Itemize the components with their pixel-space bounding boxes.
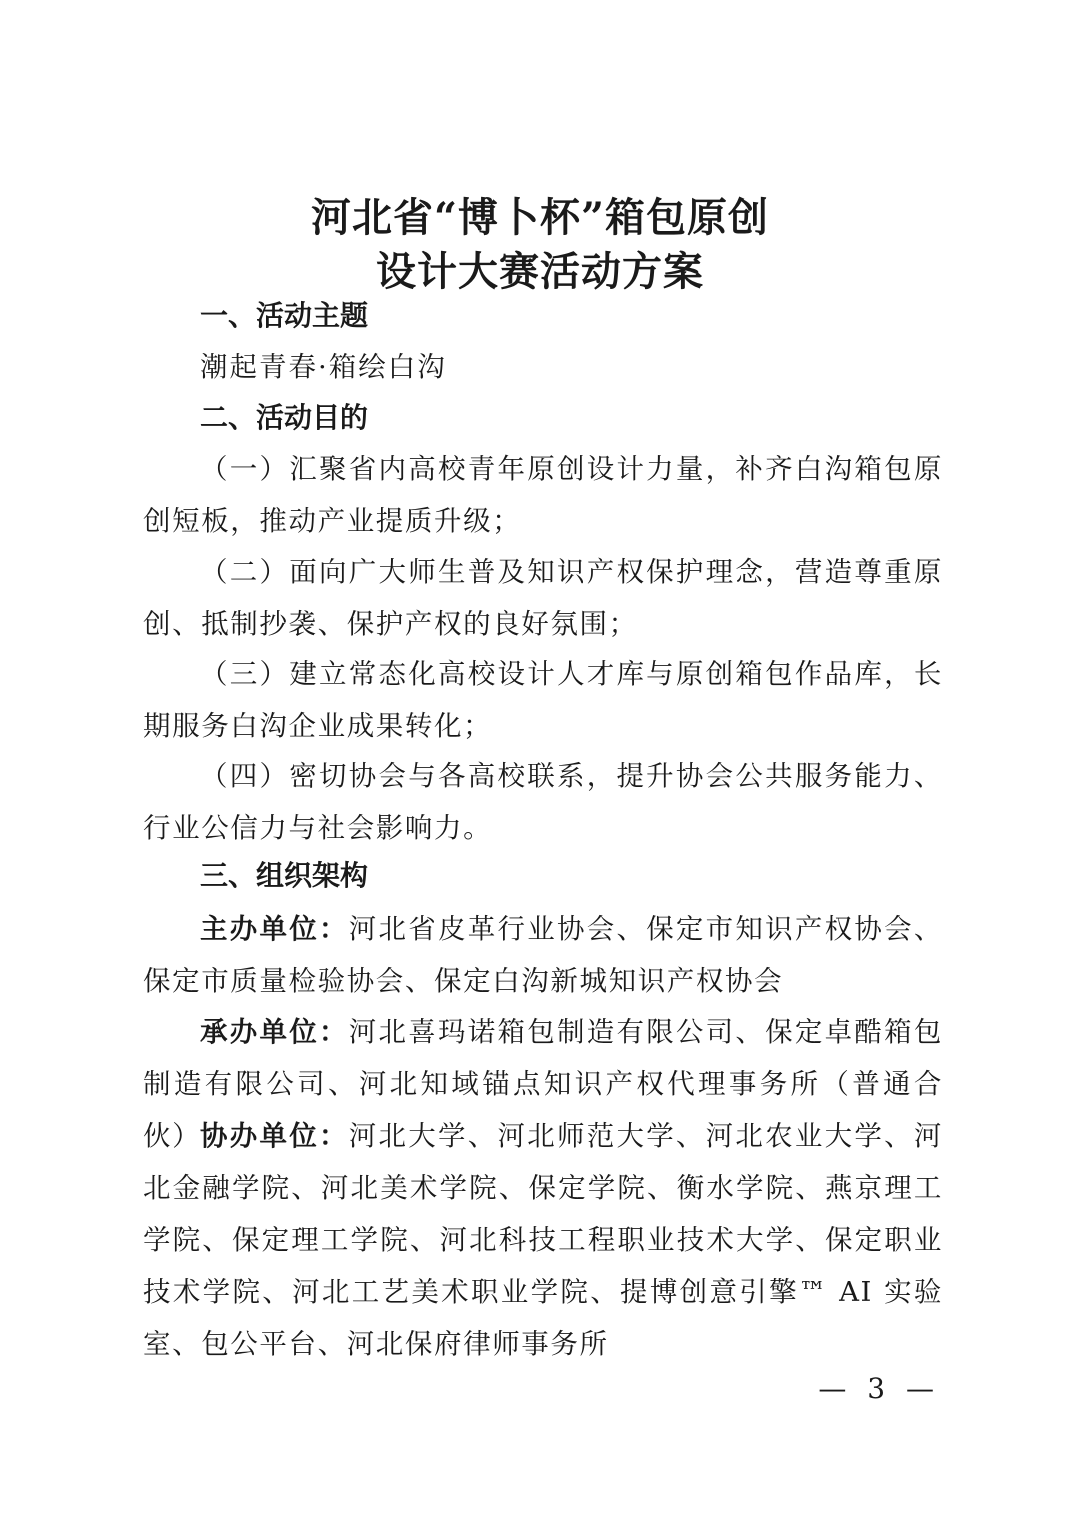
organizer-label: 承办单位： (200, 1016, 349, 1048)
page-number: — 3 — (818, 1372, 940, 1405)
purpose-item-4: （四）密切协会与各高校联系，提升协会公共服务能力、行业公信力与社会影响力。 (143, 760, 943, 844)
theme-text: 潮起青春·箱绘白沟 (200, 351, 447, 383)
purpose-item-1: （一）汇聚省内高校青年原创设计力量，补齐白沟箱包原创短板，推动产业提质升级； (143, 453, 943, 537)
co-organizer-label: 协办单位： (200, 1120, 349, 1152)
organizer-text: 河北喜玛诺箱包制造有限公司、保定卓酷箱包制造有限公司、河北知域锚点知识产权代理事务所（普通合伙） (143, 1016, 944, 1152)
co-organizer-text: 河北大学、河北师范大学、河北农业大学、河北金融学院、河北美术学院、保定学院、衡水学院、燕京理工学院、保定理工学院、河北科技工程职业技术大学、保定职业技术学院、河北工艺美术职业学院、提博创意引擎™ AI 实验室、包公平台、河北保府律师事务所 (143, 1120, 944, 1360)
document-title-line2: 设计大赛活动方案 (376, 248, 704, 295)
co-organizer-paragraph (143, 1110, 943, 1370)
section-heading-purpose: 二、活动目的 (200, 401, 369, 434)
purpose-item-2: （二）面向广大师生普及知识产权保护理念，营造尊重原创、抵制抄袭、保护产权的良好氛围； (143, 556, 943, 640)
document-title-line1: 河北省“博卜杯”箱包原创 (310, 194, 769, 241)
section-heading-org: 三、组织架构 (200, 859, 369, 892)
host-paragraph (143, 903, 943, 1007)
purpose-item-3: （三）建立常态化高校设计人才库与原创箱包作品库，长期服务白沟企业成果转化； (143, 658, 943, 742)
host-label: 主办单位： (200, 913, 349, 945)
host-text: 河北省皮革行业协会、保定市知识产权协会、保定市质量检验协会、保定白沟新城知识产权协会 (143, 913, 944, 997)
section-heading-theme: 一、活动主题 (200, 299, 369, 332)
